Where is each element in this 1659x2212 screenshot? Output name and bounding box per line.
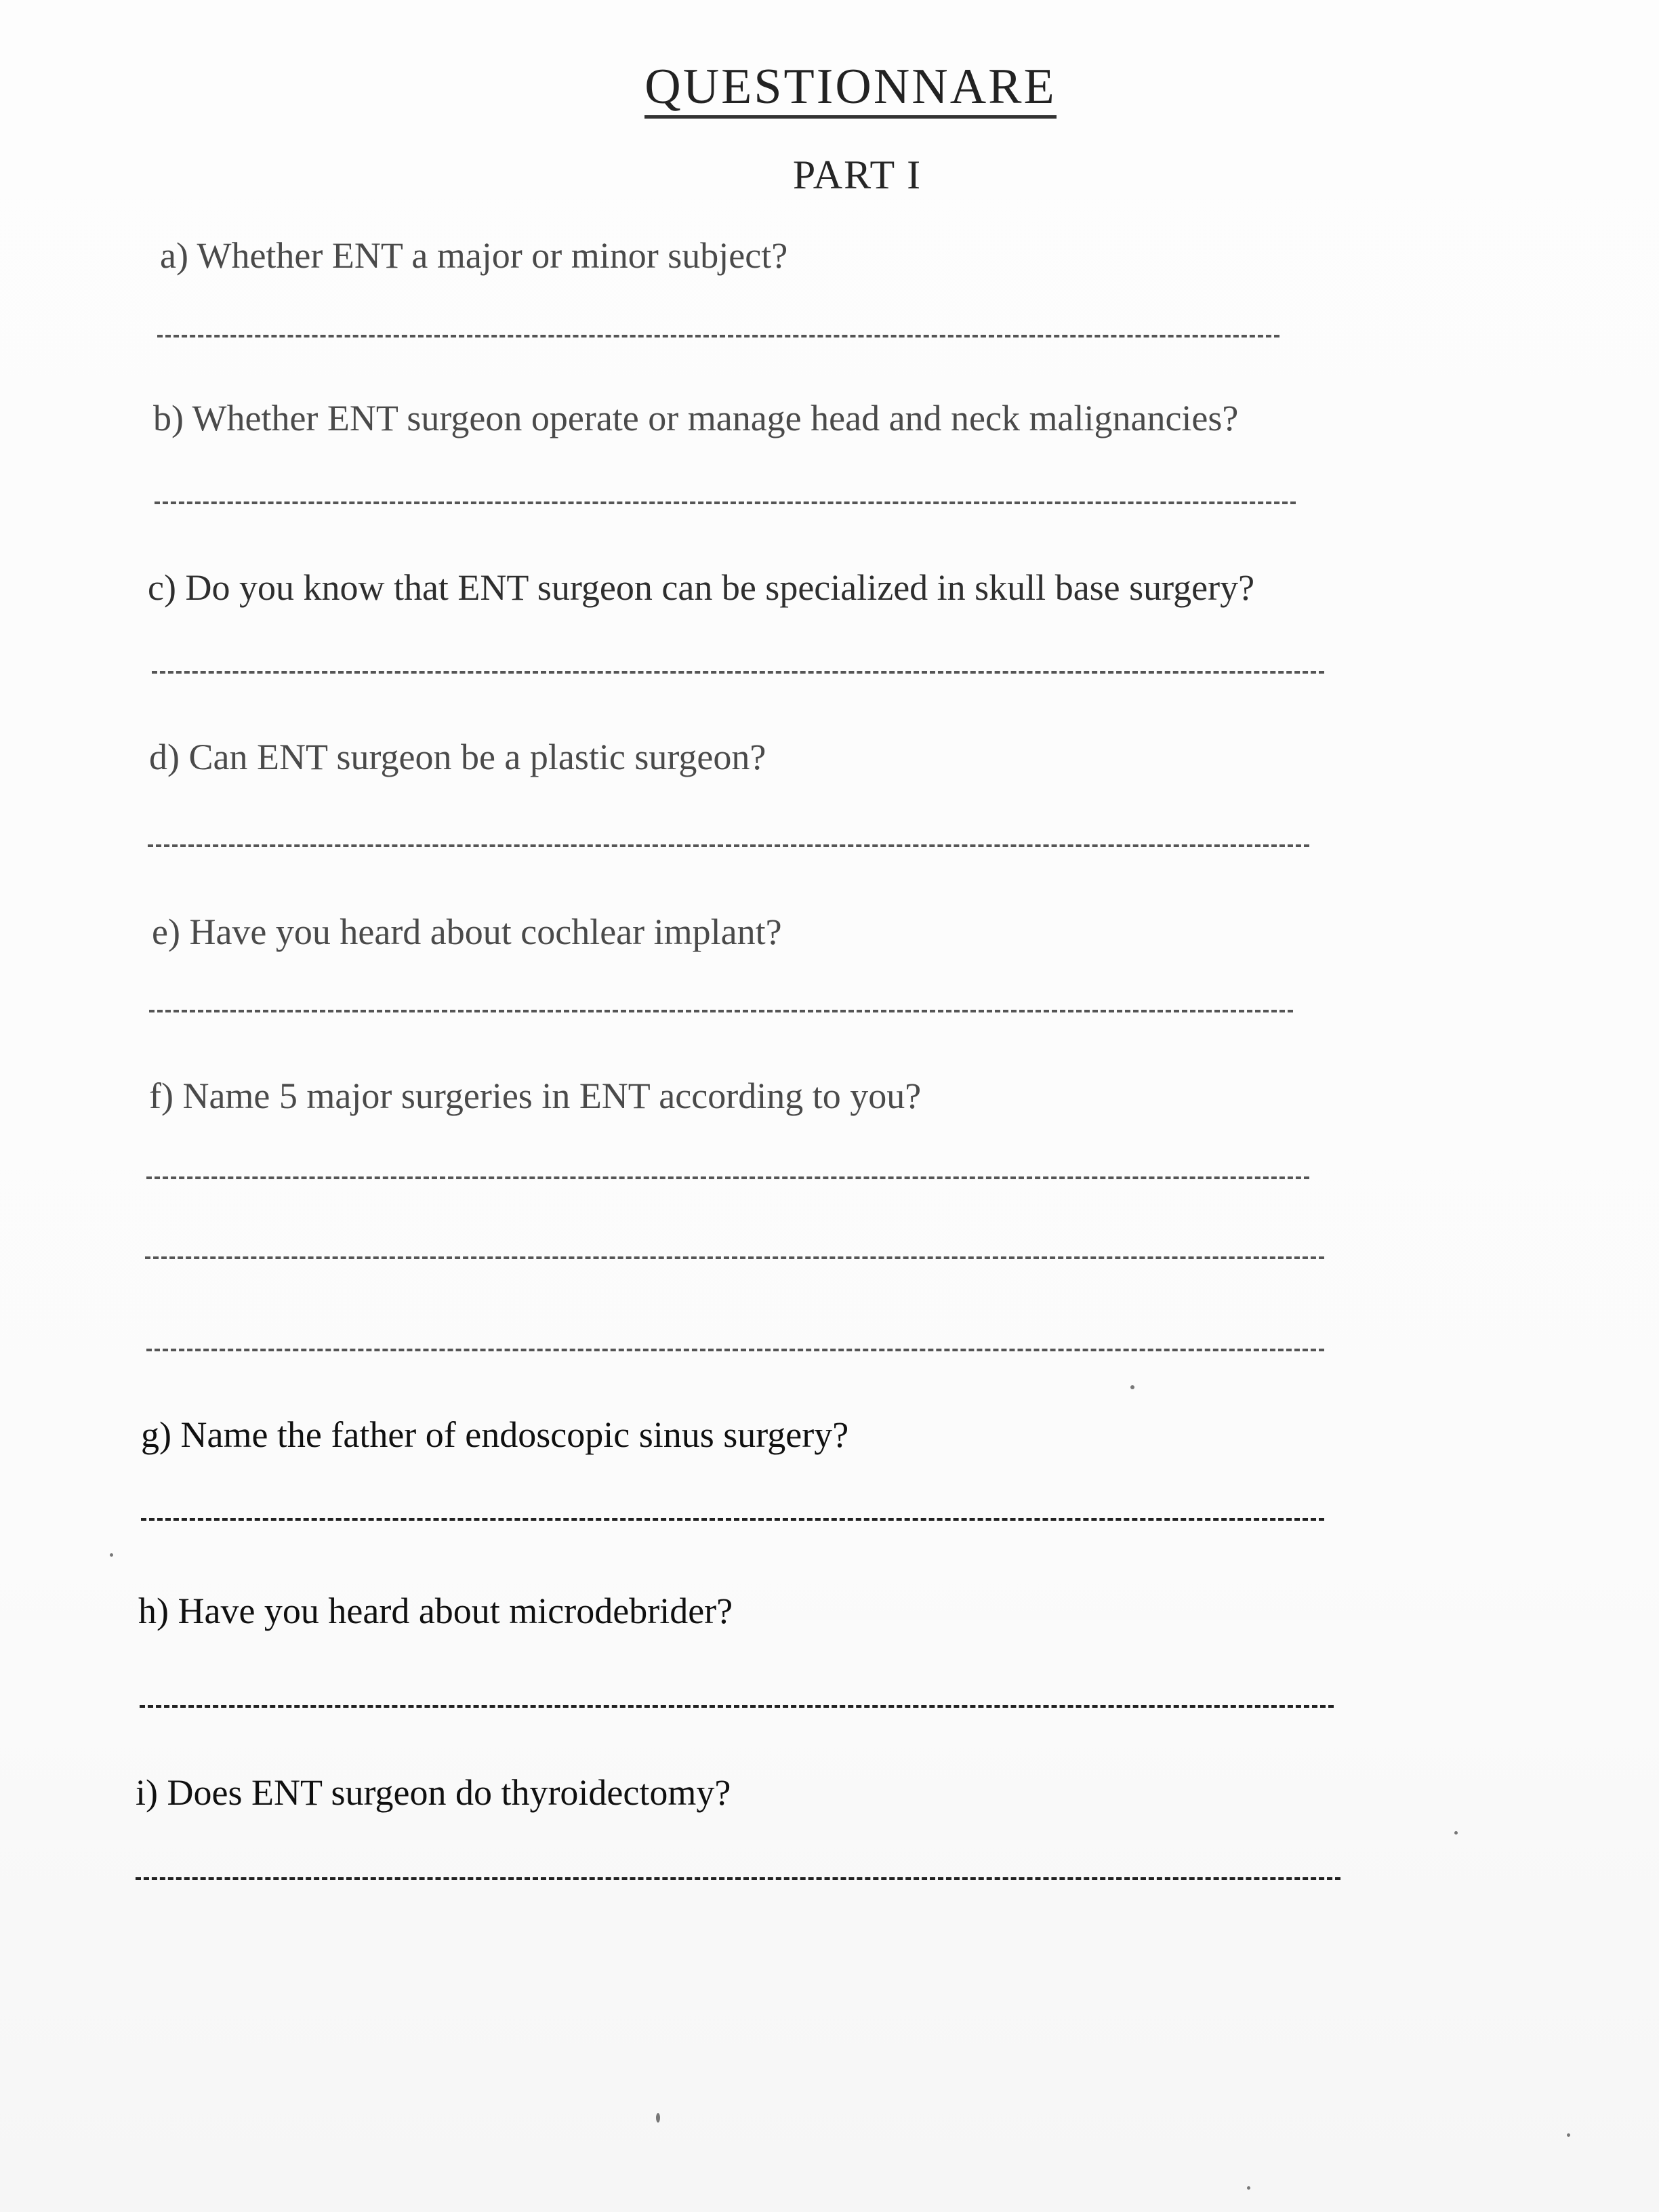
scan-speck [110, 1553, 113, 1557]
question-c: c) Do you know that ENT surgeon can be specialized in skull base surgery? [148, 567, 1255, 608]
answer-line-f2[interactable] [145, 1256, 1324, 1259]
document-title-text: QUESTIONNARE [644, 61, 1056, 119]
question-e: e) Have you heard about cochlear implant? [152, 912, 782, 952]
part-heading: PART I [792, 152, 922, 197]
question-a: a) Whether ENT a major or minor subject? [160, 235, 788, 276]
document-title [0, 58, 1659, 119]
answer-line-c[interactable] [152, 671, 1324, 674]
scan-speck [1454, 1831, 1458, 1835]
scan-speck [1247, 2186, 1250, 2190]
scan-speck [656, 2113, 660, 2123]
question-b: b) Whether ENT surgeon operate or manage head and neck malignancies? [153, 398, 1239, 438]
answer-line-i[interactable] [136, 1877, 1340, 1880]
answer-line-h[interactable] [140, 1705, 1334, 1708]
scan-speck [1130, 1385, 1134, 1389]
question-g: g) Name the father of endoscopic sinus surgery? [141, 1414, 849, 1455]
answer-line-f3[interactable] [146, 1349, 1324, 1351]
answer-line-b[interactable] [155, 501, 1296, 504]
question-h: h) Have you heard about microdebrider? [138, 1591, 733, 1631]
answer-line-a[interactable] [157, 335, 1279, 337]
answer-line-g[interactable] [141, 1518, 1324, 1521]
question-f: f) Name 5 major surgeries in ENT according to you? [149, 1076, 922, 1116]
answer-line-d[interactable] [148, 844, 1309, 847]
question-i: i) Does ENT surgeon do thyroidectomy? [136, 1772, 731, 1813]
question-d: d) Can ENT surgeon be a plastic surgeon? [149, 737, 766, 777]
answer-line-f1[interactable] [146, 1176, 1309, 1179]
answer-line-e[interactable] [149, 1010, 1293, 1012]
scan-speck [1567, 2133, 1570, 2137]
